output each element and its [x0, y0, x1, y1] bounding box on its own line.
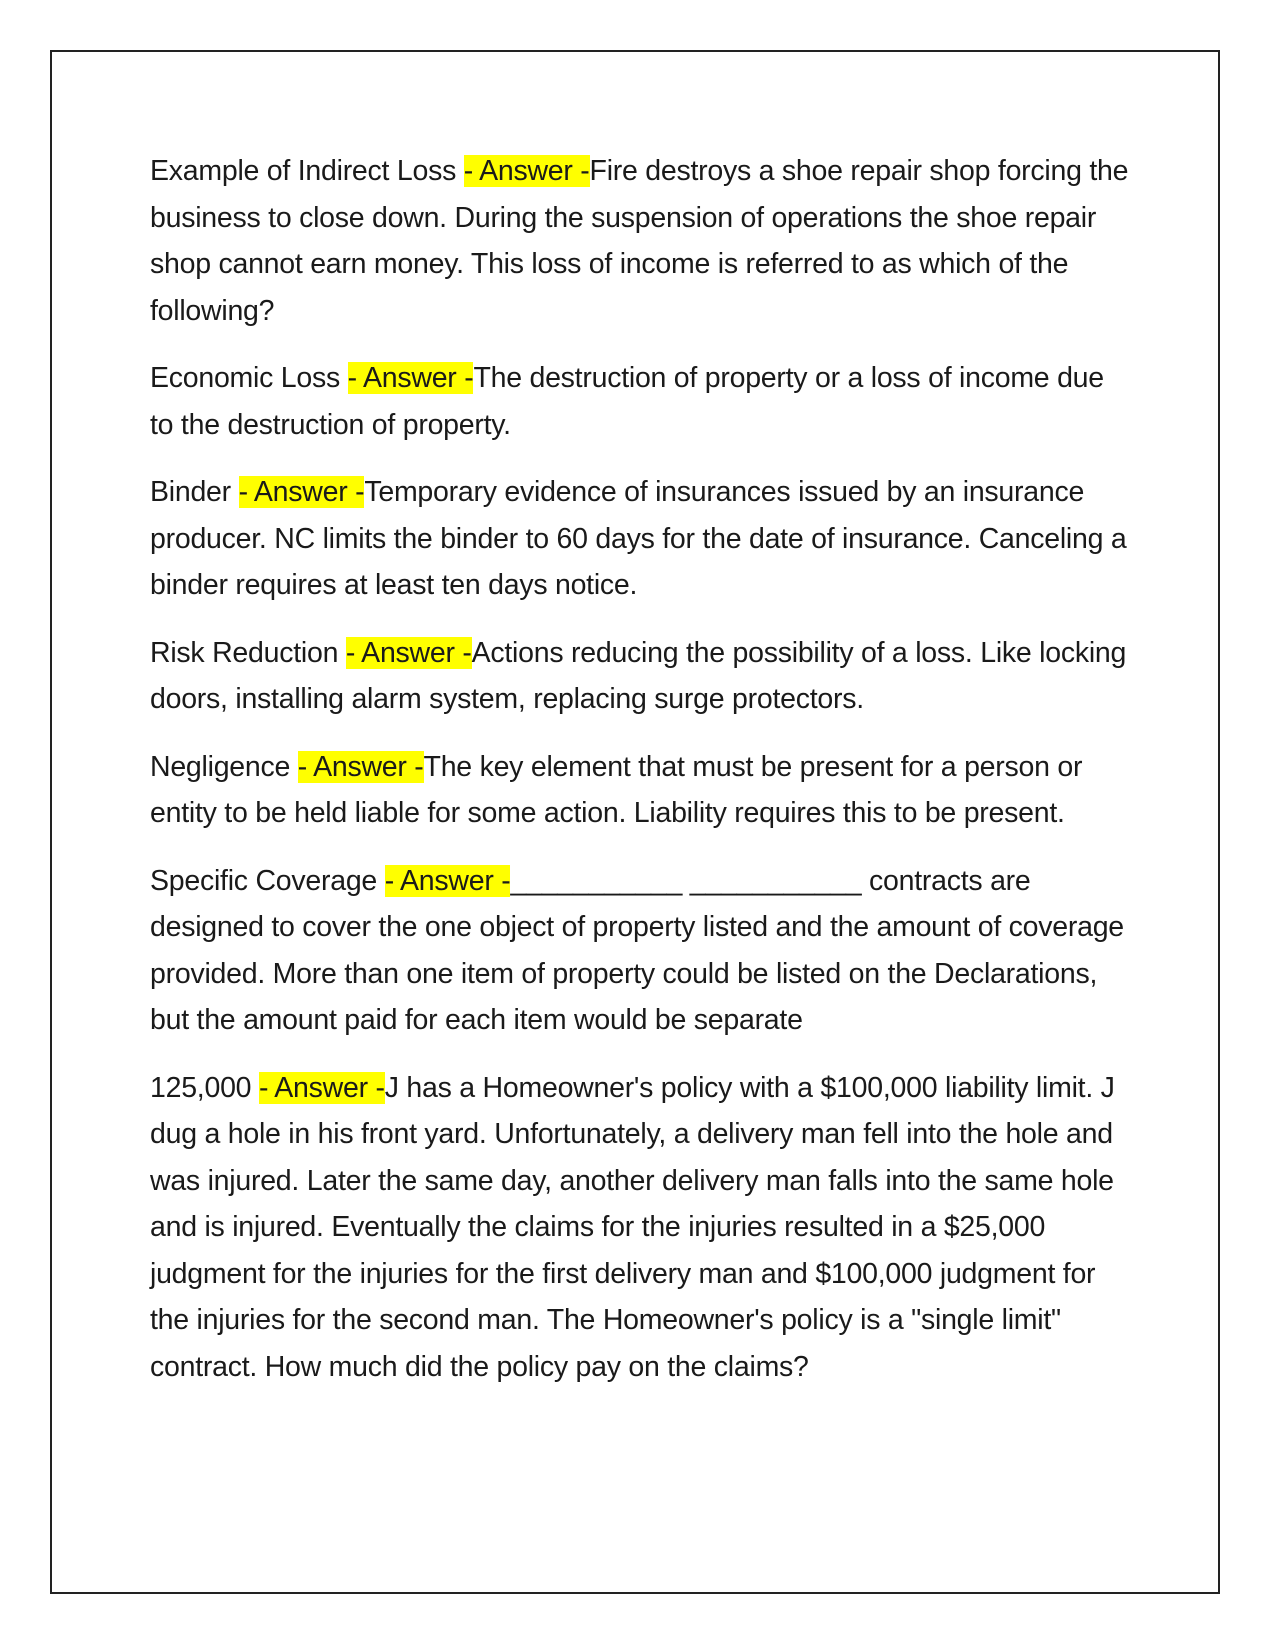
definition: ___________ ___________ contracts are designed to cover the one object of property listed and the amount of coverage provided. More than one item of property could be listed on the Declarations, but the amount paid for each item would be separate [150, 864, 1124, 1036]
flashcard-entry [150, 1065, 1130, 1391]
answer-marker: - Answer - [463, 155, 590, 187]
term: Negligence [150, 750, 298, 783]
flashcard-entry [150, 744, 1130, 837]
flashcard-entry [150, 469, 1130, 609]
definition: J has a Homeowner's policy with a $100,000 liability limit. J dug a hole in his front yard. Unfortunately, a delivery man fell into the hole and was injured. Later the same day, another delivery man falls into the same hole and is injured. Eventually the claims for the injuries resulted in a $25,000 judgment for the injuries for the first delivery man and $100,000 judgment for the injuries for the second man. The Homeowner's policy is a "single limit" contract. How much did the policy pay on the claims? [150, 1071, 1115, 1383]
answer-marker: - Answer - [347, 362, 474, 394]
definition: Fire destroys a shoe repair shop forcing the business to close down. During the suspension of operations the shoe repair shop cannot earn money. This loss of income is referred to as which of the following? [150, 155, 1129, 327]
answer-marker: - Answer - [345, 636, 472, 669]
document-content [150, 148, 1130, 1411]
answer-marker: - Answer - [258, 1071, 385, 1104]
answer-marker: - Answer - [297, 750, 424, 783]
definition: The destruction of property or a loss of income due to the destruction of property. [150, 362, 1104, 441]
term: 125,000 [150, 1071, 259, 1104]
term: Economic Loss [150, 362, 348, 394]
definition: Actions reducing the possibility of a loss. Like locking doors, installing alarm system, replacing surge protectors. [150, 636, 1127, 715]
term: Example of Indirect Loss [150, 155, 464, 187]
flashcard-entry [150, 858, 1130, 1044]
term: Specific Coverage [150, 864, 385, 897]
definition: Temporary evidence of insurances issued by an insurance producer. NC limits the binder to 60 days for the date of insurance. Canceling a binder requires at least ten days notice. [150, 476, 1127, 601]
answer-marker: - Answer - [238, 476, 365, 508]
flashcard-entry [150, 630, 1130, 723]
flashcard-entry [150, 355, 1130, 448]
term: Risk Reduction [150, 636, 346, 669]
answer-marker: - Answer - [384, 864, 511, 897]
definition: The key element that must be present for a person or entity to be held liable for some action. Liability requires this to be present. [150, 750, 1083, 829]
flashcard-entry [150, 148, 1130, 334]
term: Binder [150, 476, 239, 508]
